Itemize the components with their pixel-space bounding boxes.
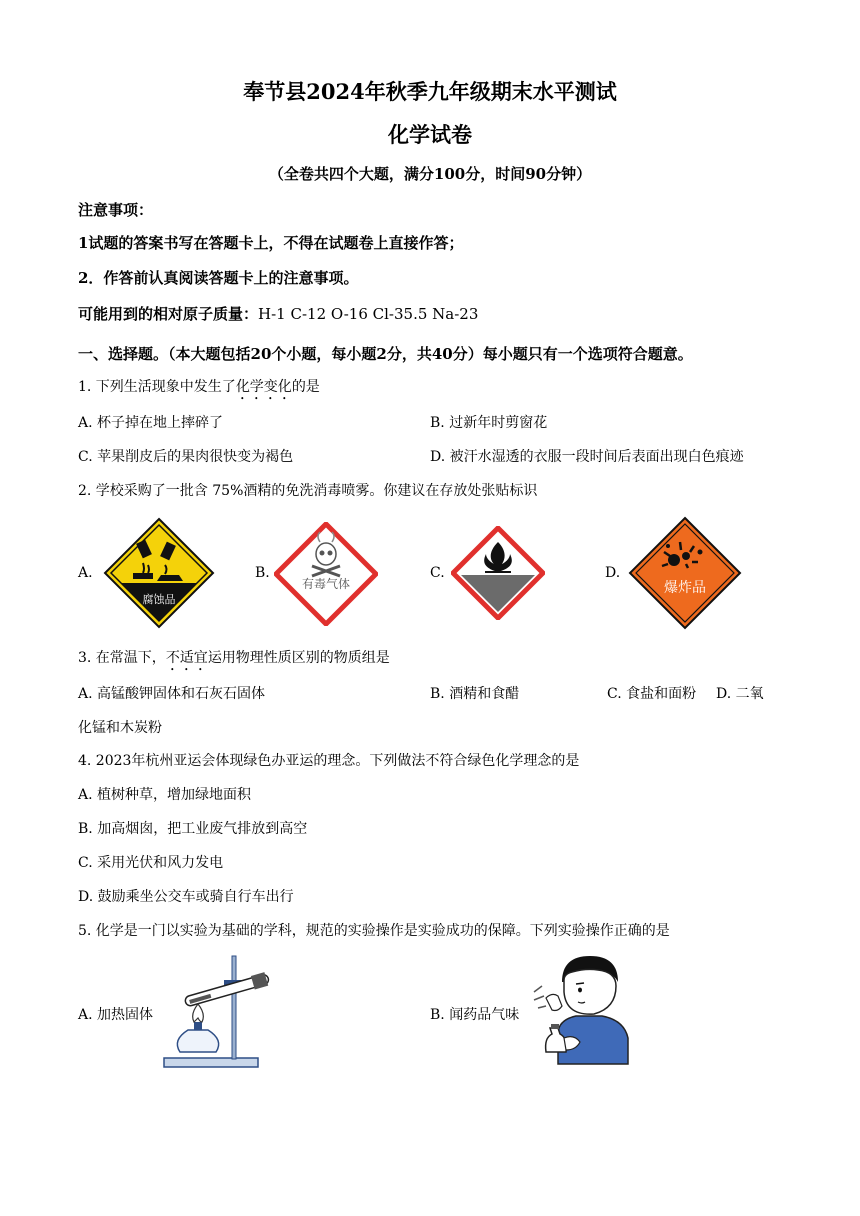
q3-stem-emphasis: 不适宜 <box>165 650 208 666</box>
q5-stem: 5. 化学是一门以实验为基础的学科，规范的实验操作是实验成功的保障。下列实验操作正确的是 <box>78 923 670 939</box>
toxic-gas-sign-icon <box>274 522 378 626</box>
q1-stem <box>78 376 320 403</box>
q4-stem: 4. 2023年杭州亚运会体现绿色办亚运的理念。下列做法不符合绿色化学理念的是 <box>78 753 580 769</box>
notice-item-2: 2．作答前认真阅读答题卡上的注意事项。 <box>78 269 359 287</box>
q3-stem-post: 运用物理性质区别的物质组是 <box>207 650 390 666</box>
q2-stem: 2. 学校采购了一批含 75%酒精的免洗消毒喷雾。你建议在存放处张贴标识 <box>78 483 538 499</box>
q1-stem-pre: 1. 下列生活现象中发生了 <box>78 379 236 395</box>
q2-option-c: C. <box>430 565 445 581</box>
sign-d-label: 爆炸品 <box>664 580 706 596</box>
q1-option-d: D. 被汗水湿透的衣服一段时间后表面出现白色痕迹 <box>430 449 744 465</box>
q4-option-c: C. 采用光伏和风力发电 <box>78 855 224 871</box>
q1-option-a: A. 杯子掉在地上摔碎了 <box>78 415 224 431</box>
q3-stem-pre: 3. 在常温下， <box>78 650 166 666</box>
explosive-sign-icon <box>628 516 742 630</box>
q3-option-c: C. 食盐和面粉 <box>607 686 697 702</box>
q3-option-b: B. 酒精和食醋 <box>430 686 520 702</box>
sign-a-label: 腐蚀品 <box>142 593 176 606</box>
q3-stem <box>78 647 390 674</box>
q1-option-b: B. 过新年时剪窗花 <box>430 415 548 431</box>
atomic-mass-label: 可能用到的相对原子质量： <box>78 305 259 323</box>
section-1-heading: 一、选择题。（本大题包括20个小题，每小题2分，共40分）每小题只有一个选项符合题意。 <box>78 345 693 363</box>
q5-option-a: A. 加热固体 <box>78 1007 154 1023</box>
q4-option-d: D. 鼓励乘坐公交车或骑自行车出行 <box>78 889 294 905</box>
exam-info-note: （全卷共四个大题，满分100分，时间90分钟） <box>268 165 592 183</box>
atomic-mass-values: H-1 C-12 O-16 Cl-35.5 Na-23 <box>258 305 479 323</box>
exam-title: 奉节县2024年秋季九年级期末水平测试 <box>243 79 617 104</box>
heating-solid-apparatus-icon <box>162 952 274 1070</box>
q3-option-d-continued: 化锰和木炭粉 <box>78 720 162 736</box>
q2-option-a: A. <box>78 565 93 581</box>
q3-option-d: D. 二氧 <box>716 686 764 702</box>
q2-option-b: B. <box>255 565 270 581</box>
q1-option-c: C. 苹果削皮后的果肉很快变为褐色 <box>78 449 294 465</box>
q1-stem-emphasis: 化学变化 <box>235 379 292 395</box>
q3-option-a: A. 高锰酸钾固体和石灰石固体 <box>78 686 266 702</box>
q2-option-d: D. <box>605 565 621 581</box>
sign-b-label: 有毒气体 <box>301 577 351 591</box>
atomic-mass-line <box>78 303 478 324</box>
subject-title: 化学试卷 <box>388 122 472 147</box>
smelling-chemical-boy-icon <box>528 952 634 1066</box>
q1-stem-post: 的是 <box>291 379 320 395</box>
q5-option-b: B. 闻药品气味 <box>430 1007 520 1023</box>
q4-option-b: B. 加高烟囱，把工业废气排放到高空 <box>78 821 308 837</box>
notice-heading: 注意事项： <box>78 201 154 219</box>
notice-item-1: 1试题的答案书写在答题卡上，不得在试题卷上直接作答； <box>78 234 464 252</box>
q4-option-a: A. 植树种草，增加绿地面积 <box>78 787 252 803</box>
flammable-sign-icon <box>451 526 545 620</box>
corrosive-sign-icon <box>103 517 215 629</box>
